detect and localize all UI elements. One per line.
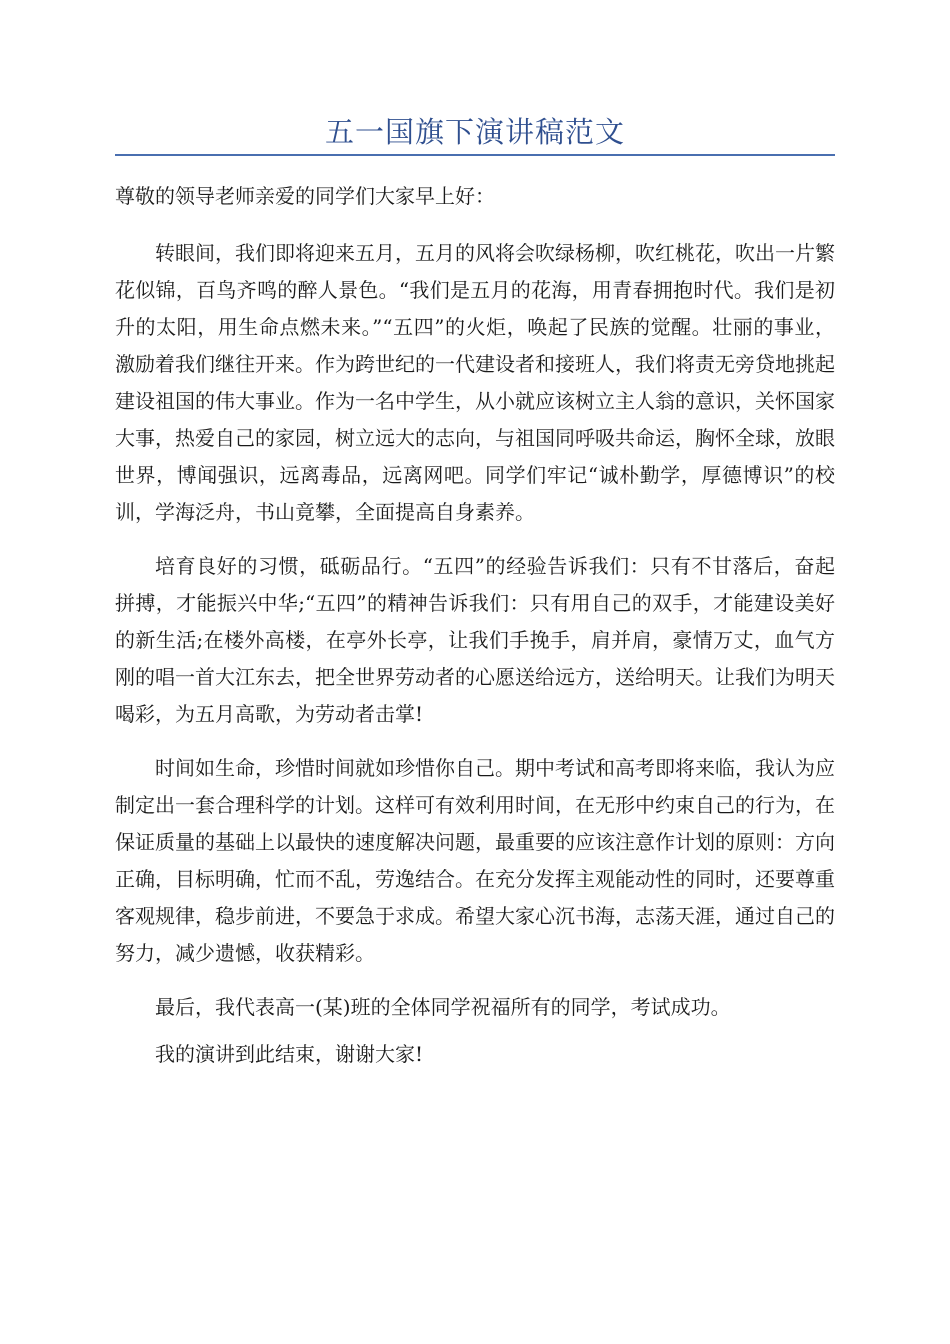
paragraph-2: 培育良好的习惯，砥砺品行。“五四”的经验告诉我们：只有不甘落后，奋起拼搏，才能振兴中华;“五四”的精神告诉我们：只有用自己的双手，才能建设美好的新生活;在楼外高楼，在亭外长亭，让我们手挽手，肩并肩，豪情万丈，血气方刚的唱一首大江东去，把全世界劳动者的心愿送给远方，送给明天。让我们为明天喝彩，为五月高歌，为劳动者击掌! (115, 554, 835, 726)
paragraph-3: 时间如生命，珍惜时间就如珍惜你自己。期中考试和高考即将来临，我认为应制定出一套合理科学的计划。这样可有效利用时间，在无形中约束自己的行为，在保证质量的基础上以最快的速度解决问题，最重要的应该注意作计划的原则：方向正确，目标明确，忙而不乱，劳逸结合。在充分发挥主观能动性的同时，还要尊重客观规律，稳步前进，不要急于求成。希望大家心沉书海，志荡天涯，通过自己的努力，减少遗憾，收获精彩。 (115, 756, 835, 965)
document-page (115, 110, 835, 1073)
paragraph-5: 我的演讲到此结束，谢谢大家! (155, 1042, 424, 1066)
paragraph-4: 最后，我代表高一(某)班的全体同学祝福所有的同学，考试成功。 (155, 995, 731, 1019)
title-underline (115, 154, 835, 156)
document-title: 五一国旗下演讲稿范文 (324, 115, 625, 149)
paragraph-1: 转眼间，我们即将迎来五月，五月的风将会吹绿杨柳，吹红桃花，吹出一片繁花似锦，百鸟齐鸣的醉人景色。“我们是五月的花海，用青春拥抱时代。我们是初升的太阳，用生命点燃未来。”“五四”的火炬，唤起了民族的觉醒。壮丽的事业，激励着我们继往开来。作为跨世纪的一代建设者和接班人，我们将责无旁贷地挑起建设祖国的伟大事业。作为一名中学生，从小就应该树立主人翁的意识，关怀国家大事，热爱自己的家园，树立远大的志向，与祖国同呼吸共命运，胸怀全球，放眼世界，博闻强识，远离毒品，远离网吧。同学们牢记“诚朴勤学，厚德博识”的校训，学海泛舟，书山竟攀，全面提高自身素养。 (115, 241, 835, 524)
greeting-line: 尊敬的领导老师亲爱的同学们大家早上好： (115, 184, 495, 208)
